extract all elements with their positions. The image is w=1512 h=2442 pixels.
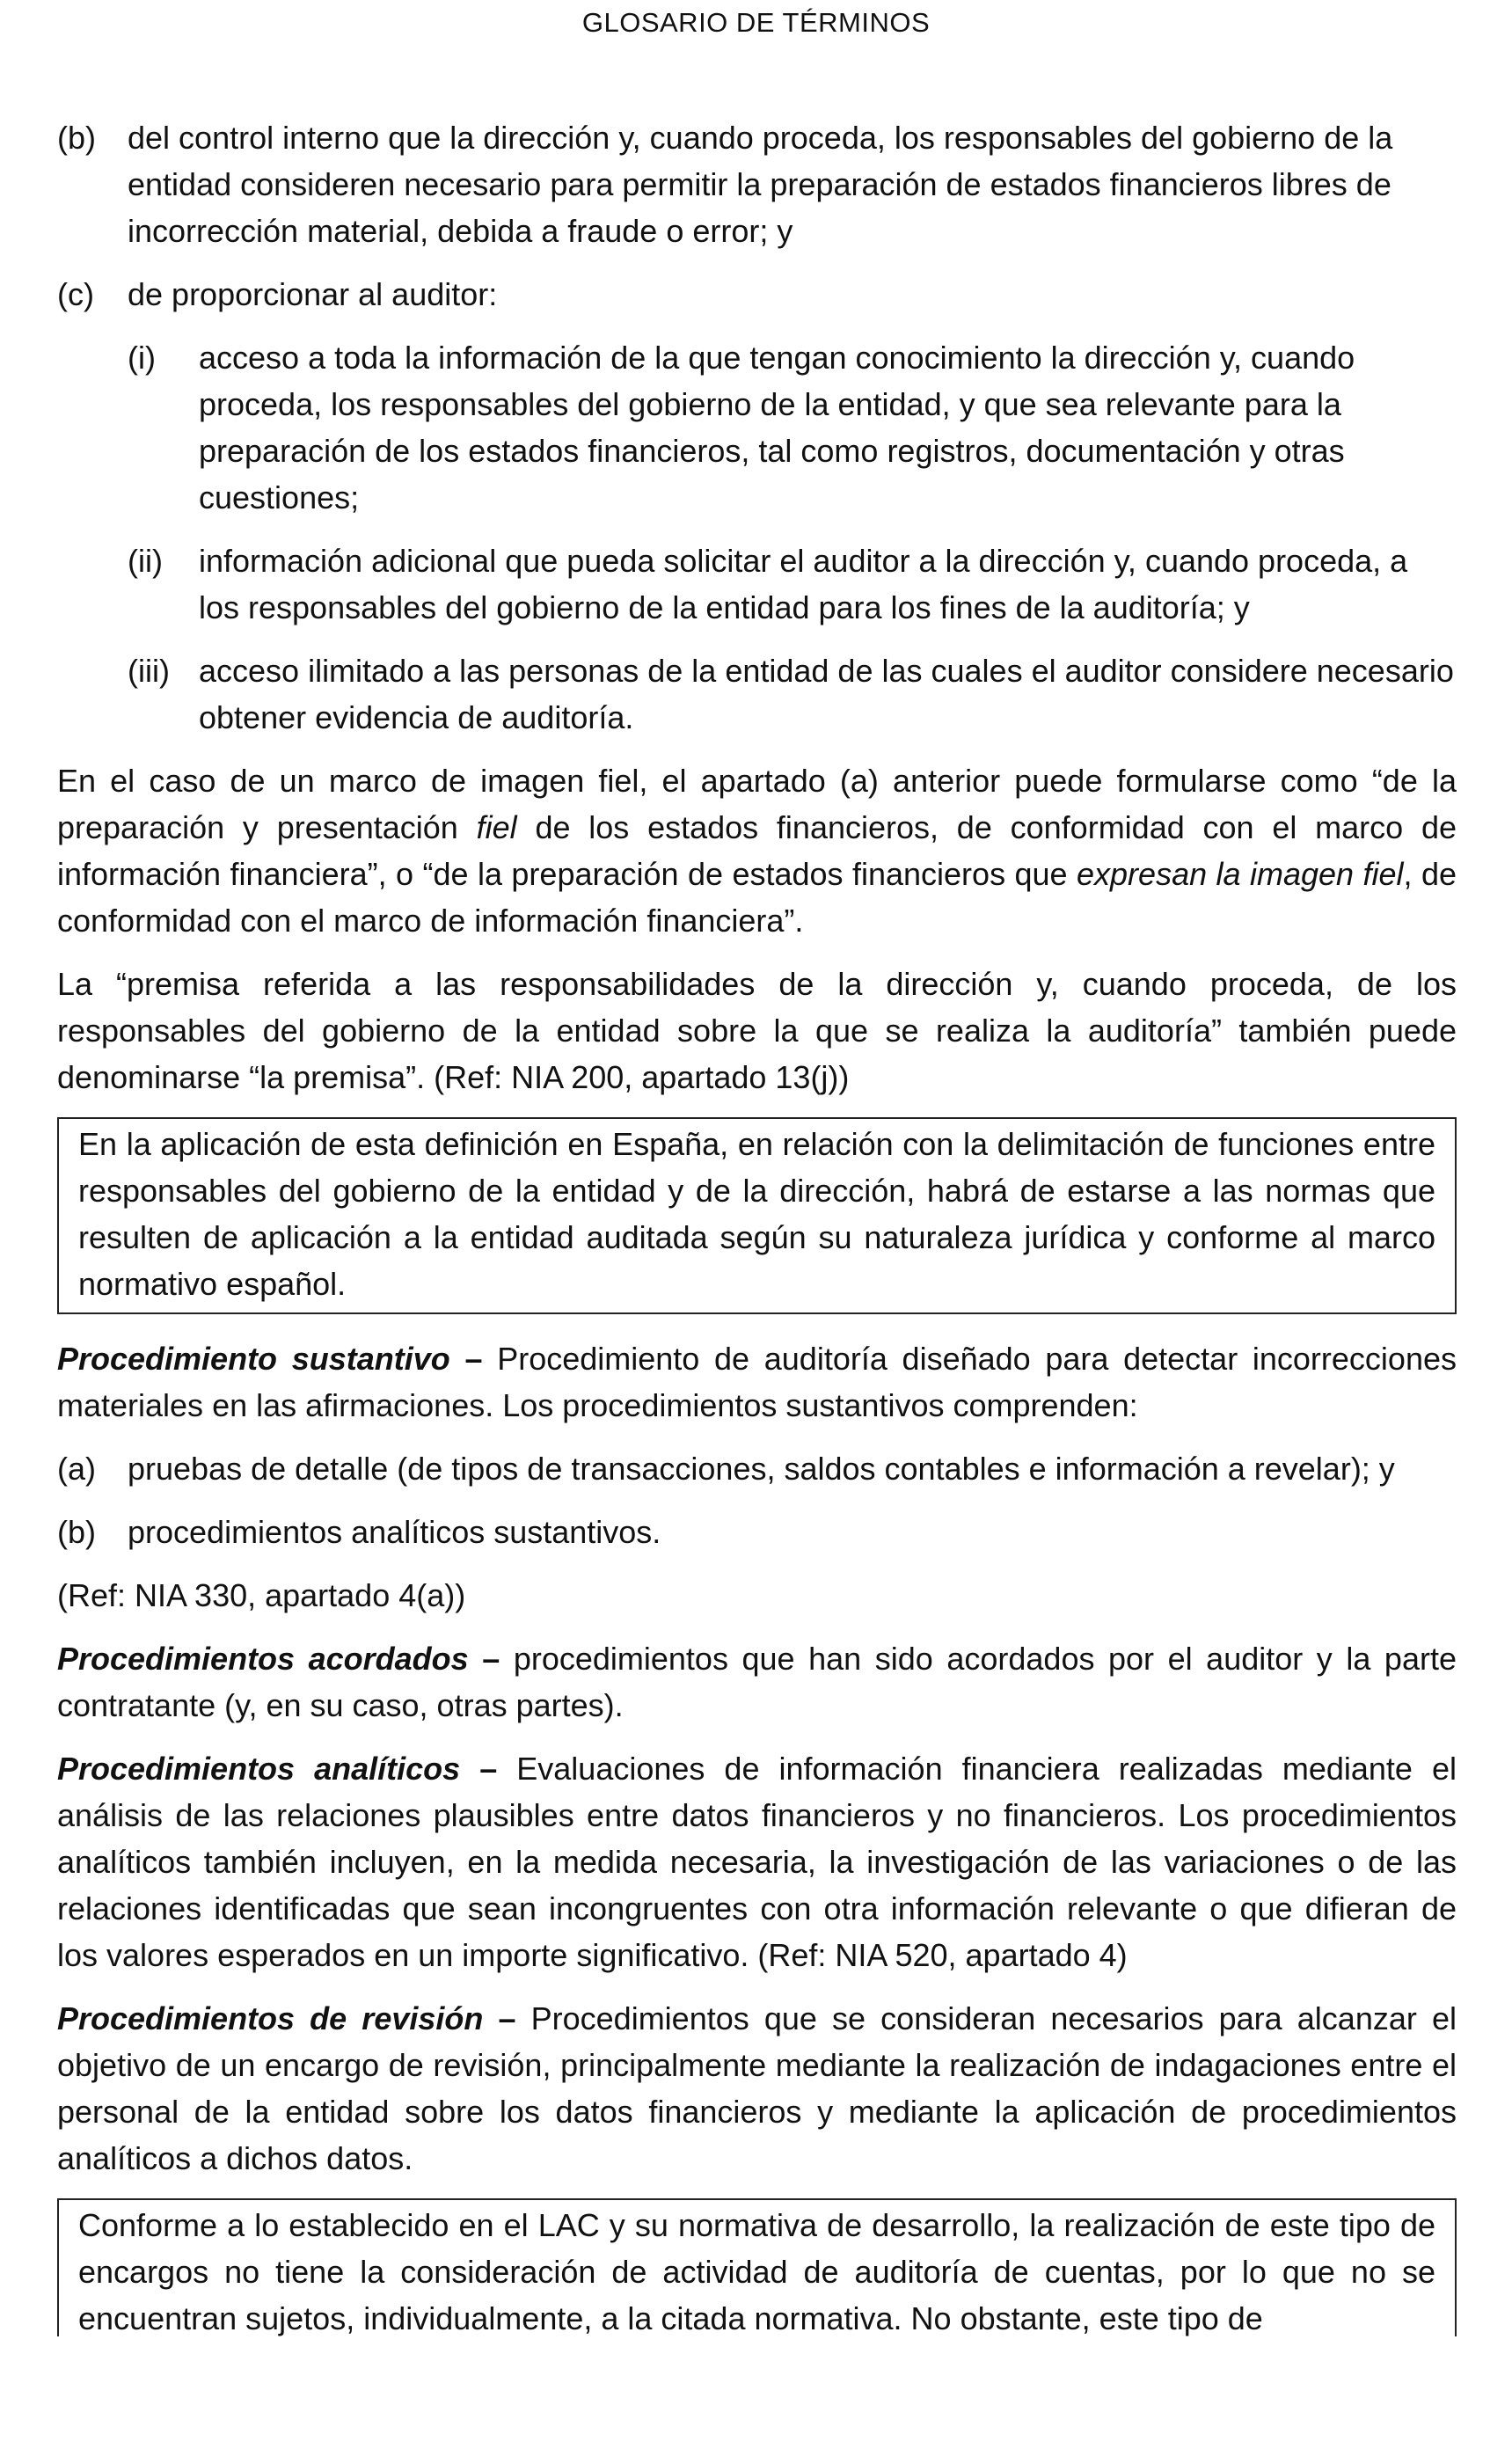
- sublist-item-text: información adicional que pueda solicitar el auditor a la dirección y, cuando proceda, a los responsables del gobierno de la entidad para los fines de la auditoría; y: [199, 543, 1408, 625]
- document-body: [57, 114, 1457, 2336]
- definition-procedimientos-acordados: [57, 1635, 1457, 1729]
- definition-procedimientos-analiticos: [57, 1745, 1457, 1978]
- list-item: [57, 1509, 1457, 1555]
- italic-text: fiel: [476, 809, 517, 845]
- list-item-text: de proporcionar al auditor:: [128, 276, 498, 312]
- sublist-item-text: acceso ilimitado a las personas de la entidad de las cuales el auditor considere necesario obtener evidencia de auditoría.: [199, 653, 1454, 735]
- italic-text: expresan la imagen fiel: [1077, 856, 1404, 892]
- list-marker: (a): [57, 1451, 96, 1487]
- term-title: Procedimientos analíticos: [57, 1751, 461, 1787]
- sublist-marker: (ii): [128, 543, 163, 579]
- lac-note-box: Conforme a lo establecido en el LAC y su normativa de desarrollo, la realización de este tipo de encargos no tiene la consideración de actividad de auditoría de cuentas, por lo que no se encuentran sujetos, individualmente, a la citada normativa. No obstante, este tipo de: [57, 2198, 1457, 2336]
- term-dash: –: [460, 1751, 517, 1787]
- list-item: [57, 271, 1457, 318]
- sublist-item: [128, 537, 1457, 631]
- term-title: Procedimientos acordados: [57, 1641, 469, 1677]
- reference-nia-330: (Ref: NIA 330, apartado 4(a)): [57, 1577, 466, 1613]
- definition-text: Procedimientos que se consideran necesarios para alcanzar el objetivo de un encargo de revisión, principalmente mediante la realización de indagaciones entre el personal de la entidad sobre los datos financieros y mediante la aplicación de procedimientos analíticos a dichos datos.: [57, 2000, 1457, 2176]
- text-run: En el caso de un marco de imagen fiel, el apartado (a) anterior puede formularse como “de la preparación y presentación: [57, 763, 1457, 845]
- definition-text: procedimientos que han sido acordados por el auditor y la parte contratante (y, en su caso, otras partes).: [57, 1641, 1457, 1723]
- sublist-item: [128, 647, 1457, 741]
- term-dash: –: [483, 2000, 531, 2036]
- sublist-marker: (iii): [128, 653, 170, 689]
- text-run: , de conformidad con el marco de información financiera”.: [57, 856, 1457, 939]
- list-marker: (b): [57, 1514, 96, 1550]
- term-title: Procedimientos de revisión: [57, 2000, 484, 2036]
- list-item-text: pruebas de detalle (de tipos de transacciones, saldos contables e información a revelar); y: [128, 1451, 1395, 1487]
- paragraph-premisa: La “premisa referida a las responsabilidades de la dirección y, cuando proceda, de los responsables del gobierno de la entidad sobre la que se realiza la auditoría” también puede denominarse “la premisa”. (Ref: NIA 200, apartado 13(j)): [57, 966, 1457, 1095]
- list-item: [57, 1445, 1457, 1492]
- list-item: [57, 114, 1457, 254]
- spain-note-box: En la aplicación de esta definición en España, en relación con la delimitación de funciones entre responsables del gobierno de la entidad y de la dirección, habrá de estarse a las normas que resulten de aplicación a la entidad auditada según su naturaleza jurídica y conforme al marco normativo español.: [57, 1117, 1457, 1314]
- sublist-marker: (i): [128, 340, 156, 376]
- page-header: GLOSARIO DE TÉRMINOS: [581, 7, 931, 38]
- list-marker: (c): [57, 276, 94, 312]
- list-marker: (b): [57, 120, 96, 156]
- sublist-item: [128, 334, 1457, 521]
- term-dash: –: [468, 1641, 514, 1677]
- term-dash: –: [449, 1341, 498, 1377]
- term-title: Procedimiento sustantivo: [57, 1341, 450, 1377]
- text-run: de los estados financieros, de conformidad con el marco de información financiera”, o “de la preparación de estados financieros que: [57, 809, 1457, 892]
- definition-procedimiento-sustantivo: [57, 1335, 1457, 1429]
- definition-text: Procedimiento de auditoría diseñado para detectar incorrecciones materiales en las afirmaciones. Los procedimientos sustantivos comprenden:: [57, 1341, 1457, 1423]
- paragraph-imagen-fiel: [57, 757, 1457, 944]
- list-item-text: del control interno que la dirección y, cuando proceda, los responsables del gobierno de la entidad consideren necesario para permitir la preparación de estados financieros libres de incorrección material, debida a fraude o error; y: [128, 120, 1393, 249]
- sublist-item-text: acceso a toda la información de la que tengan conocimiento la dirección y, cuando proceda, los responsables del gobierno de la entidad, y que sea relevante para la preparación de los estados financieros, tal como registros, documentación y otras cuestiones;: [199, 340, 1355, 515]
- definition-procedimientos-revision: [57, 1995, 1457, 2182]
- definition-text: Evaluaciones de información financiera realizadas mediante el análisis de las relaciones plausibles entre datos financieros y no financieros. Los procedimientos analíticos también incluyen, en la medida necesaria, la investigación de las variaciones o de las relaciones identificadas que sean incongruentes con otra información relevante o que difieran de los valores esperados en un importe significativo. (Ref: NIA 520, apartado 4): [57, 1751, 1457, 1973]
- list-item-text: procedimientos analíticos sustantivos.: [128, 1514, 661, 1550]
